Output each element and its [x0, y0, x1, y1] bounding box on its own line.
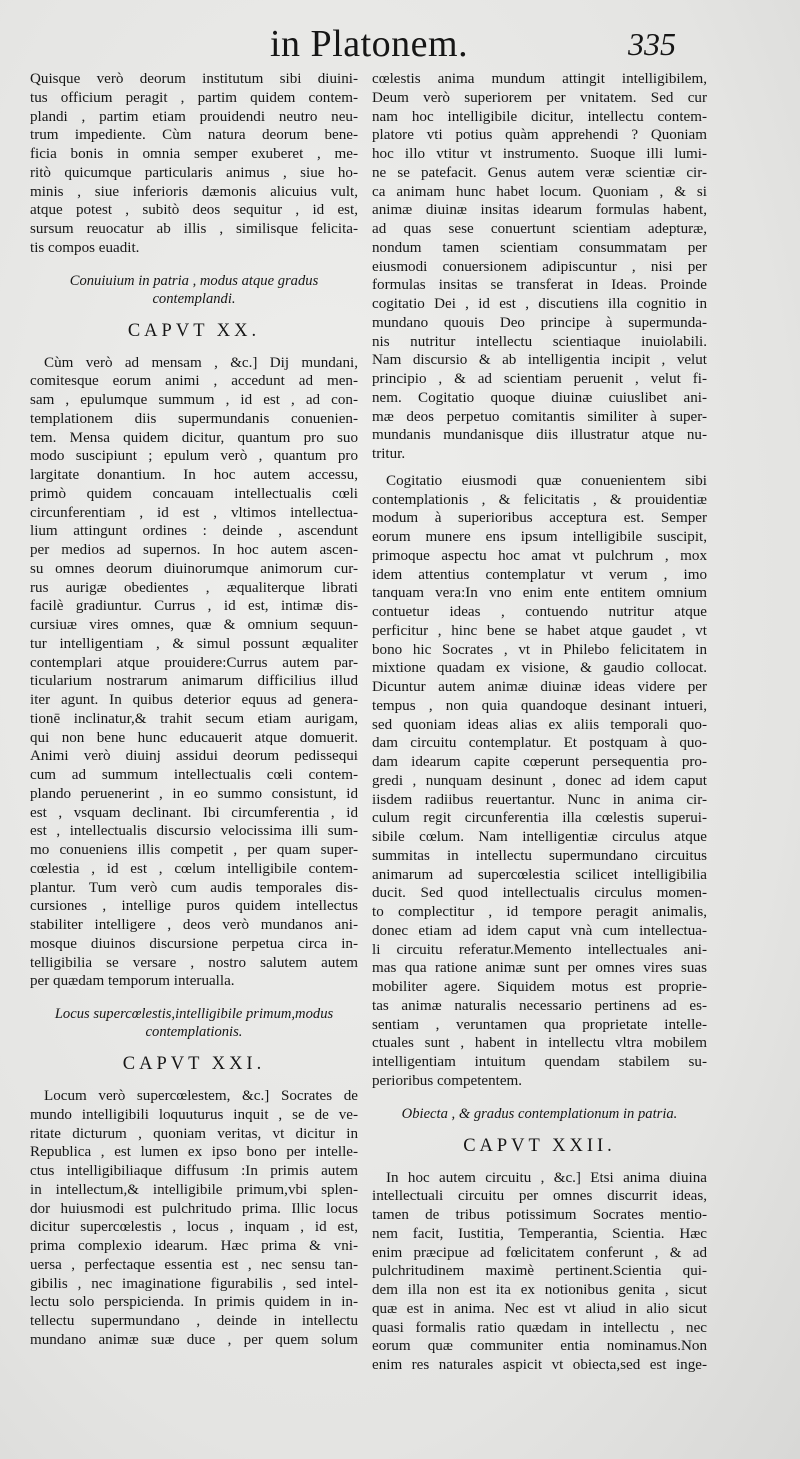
- text-line: contuetur ideas , contuendo nutritur atque: [372, 604, 707, 620]
- text-line: mixtione quadam ex visione, & gaudio collocat.: [372, 660, 707, 677]
- text-line: largitate donantium. In hoc autem accessu,: [30, 467, 358, 483]
- text-line: contemplationis , & felicitatis , & prouidentiæ: [372, 491, 707, 508]
- text-line: Nam discursio & ab intelligentia incipit , velut: [372, 352, 707, 369]
- chapter-heading: CAPVT XX.: [127, 320, 261, 341]
- section-heading: contemplandi.: [152, 290, 236, 307]
- section-heading: Obiecta , & gradus contemplationum in patria.: [401, 1105, 678, 1122]
- text-line: Animi verò diuinj assidui deorum pedissequi: [30, 748, 358, 765]
- text-line: hoc illo vtitur vt instrumento. Suoque illi lumi-: [372, 146, 707, 162]
- text-line: mobiliter agere. Siquidem motus est proprie-: [372, 979, 707, 995]
- spacer: [372, 1091, 707, 1105]
- text-line: circunferentiam , id est , vltimos intellectua-: [30, 504, 358, 521]
- text-line: to complectitur , id tempore peragit animalis,: [372, 904, 707, 920]
- text-line: tanquam vera:In vno enim ente entitem omnium: [372, 585, 707, 602]
- text-line: enim præcipue ad fœlicitatem conferunt , & ad: [372, 1244, 707, 1261]
- text-line: iisdem radiibus reuertantur. Nunc in anima cir-: [372, 791, 707, 808]
- text-line: iter agunt. In quibus deterior equus ad genera-: [30, 692, 358, 708]
- text-line: tur intelligentiam , & simul possunt æqualiter: [30, 635, 358, 652]
- text-line: tempus , non quia quandoque desinant intueri,: [372, 697, 707, 714]
- text-line: tus officium peragit , partim quidem contem-: [30, 89, 358, 106]
- text-line: eiusmodi conuersionem adipiscuntur , nisi per: [372, 258, 707, 275]
- text-line: primoque aspectu hoc amat vt pulchrum , mox: [372, 547, 707, 564]
- text-line: minis , siue inferioris dæmonis alicuius vult,: [30, 183, 358, 200]
- text-line: templationem diis supermundanis conuenien-: [30, 410, 358, 427]
- text-line: Deum verò superiorem per vnitatem. Sed cur: [372, 89, 707, 106]
- text-line: telligibilia se versare , nostro salutem autem: [30, 954, 358, 971]
- text-line: mundano animæ suæ duce , per quem solum: [30, 1331, 358, 1348]
- text-line: ritate dicturum , quoniam veritas, vt dicitur in: [30, 1125, 358, 1142]
- text-line: intellectuali circuitu per omnes discurrit ideas,: [372, 1188, 707, 1205]
- text-line: nem. Cogitatio quoque diuinæ cuiuslibet ani-: [372, 389, 707, 406]
- text-line: est , vsquam declinant. Ibi circumferentia , id: [30, 804, 358, 821]
- text-line: intelligentiam intuitum quendam stabilem su-: [372, 1054, 707, 1070]
- text-line: dam circuitu contemplatur. Et postquam à quo-: [372, 735, 707, 752]
- text-line: In hoc autem circuitu , &c.] Etsi anima diuina: [386, 1169, 707, 1186]
- left-column: [30, 70, 358, 1350]
- text-line: formulas insitas se transferat in Ideas. Proinde: [372, 277, 707, 294]
- text-line: stabiliter intelligere , deos verò mundanos ani-: [30, 917, 358, 933]
- text-line: gibilis , nec imaginatione figurabilis , sed intel-: [30, 1275, 358, 1292]
- text-line: perficitur , hinc bene se habet atque gaudet , vt: [372, 622, 707, 639]
- text-line: pulchritudinem maximè pertinent.Scientia qui-: [372, 1263, 707, 1280]
- text-line: Republica , est lumen ex ipso bono per intelle-: [30, 1144, 358, 1161]
- right-column: [372, 70, 707, 1375]
- text-line: Cùm verò ad mensam , &c.] Dij mundani,: [44, 354, 358, 371]
- text-line: cursiones , intellige puros quidem intellectus: [30, 898, 358, 915]
- text-line: nem facit, Iustitia, Temperantia, Scientia. Hæc: [372, 1225, 707, 1242]
- text-line: principio , & ad scientiam peruenit , velut fi-: [372, 371, 707, 387]
- text-line: plandi , partim etiam prouidendi neutro neu-: [30, 108, 358, 125]
- text-line: lectu solo perspicienda. In primis quidem in in-: [30, 1294, 358, 1311]
- text-line: sursum reuocatur ab illis , similisque felicita-: [30, 221, 358, 237]
- text-line: ficia bonis in omnia semper exuberet , me-: [30, 146, 358, 162]
- text-line: ticularium nostrarum animarum difficilius illud: [30, 673, 358, 690]
- text-line: eorum quæ communiter entia nominamus.Non: [372, 1338, 707, 1355]
- text-line: contemplari atque prouidere:Currus autem par-: [30, 654, 358, 671]
- text-line: dam idearum capite cœperunt persequentia pro-: [372, 754, 707, 770]
- text-line: quasi formalis ratio quædam in intellectu , nec: [372, 1319, 707, 1336]
- text-line: mundanis mundanisque diis illustratur atque nu-: [372, 427, 707, 444]
- text-line: plando peruenerint , in eo summo consistunt, id: [30, 785, 358, 802]
- text-line: animæ diuinæ insitas idearum formulas habent,: [372, 202, 707, 219]
- text-line: nis nutritur intellectu scientiaque inuiolabili.: [372, 333, 707, 350]
- text-line: per quædam temporum interualla.: [30, 973, 235, 990]
- chapter-heading: CAPVT XXII.: [463, 1135, 616, 1156]
- text-line: quæ est in anima. Nec est vt aliud in alio sicut: [372, 1300, 707, 1317]
- text-line: tritur.: [372, 446, 406, 462]
- page-number: 335: [628, 26, 676, 62]
- text-line: platore vti potius quàm apprehendi ? Quoniam: [372, 127, 707, 144]
- text-line: mo conueniens illis competit , per quam super-: [30, 842, 358, 858]
- text-line: trum impediente. Cùm natura deorum bene-: [30, 127, 358, 144]
- text-line: rus aurigæ obedientes , æqualiterque librati: [30, 579, 358, 596]
- text-line: Locum verò supercœlestem, &c.] Socrates de: [44, 1088, 358, 1104]
- spacer: [372, 464, 707, 472]
- text-line: tas animæ naturalis necessario pertinens ad es-: [372, 997, 707, 1014]
- text-line: tem. Mensa quidem dicitur, quantum pro suo: [30, 429, 358, 446]
- text-line: Dicuntur autem animæ diuinæ ideas videre per: [372, 679, 707, 695]
- text-line: eorum munere ens ipsum intelligibile suscipit,: [372, 529, 707, 545]
- text-line: modum à superioribus acceptura est. Semper: [372, 510, 707, 527]
- text-line: sibile cœlum. Nam intelligentiæ circulus atque: [372, 829, 707, 845]
- spacer: [30, 991, 358, 1005]
- text-line: dor huiusmodi est pulchritudo prima. Illic locus: [30, 1200, 358, 1217]
- text-line: li circuitu referatur.Memento intellectuales ani-: [372, 941, 707, 958]
- section-heading: Locus supercœlestis,intelligibile primum,modus: [54, 1006, 334, 1022]
- text-line: donec etiam ad idem caput vnà cum intellectua-: [372, 922, 707, 939]
- page-header: [0, 22, 800, 74]
- text-line: culum regit circunferentia illa cœlestis superui-: [372, 810, 707, 827]
- text-line: atque potest , subitò deos sequitur , id est,: [30, 202, 358, 219]
- text-line: ca animam hunc habet locum. Quoniam , & si: [372, 183, 707, 200]
- text-line: sentiam , veruntamen qua proprietate intelle-: [372, 1016, 707, 1033]
- text-line: sed quoniam ideas alias ex aliis temporali quo-: [372, 716, 707, 733]
- text-line: animarum ad supercœlestia scilicet intelligibilia: [372, 866, 707, 883]
- text-line: cursiuæ vires omnes, quæ & omnium sequun-: [30, 617, 358, 633]
- text-line: modo suscipiunt ; epulum verò , quantum pro: [30, 448, 358, 465]
- text-line: nam hoc intelligibile dicitur, intellectu contem-: [372, 108, 707, 125]
- chapter-heading: CAPVT XXI.: [122, 1054, 266, 1074]
- text-line: tellectu supermundano , deinde in intellectu: [30, 1313, 358, 1329]
- text-line: ne se patefacit. Genus autem veræ scientiæ cir-: [372, 164, 707, 181]
- section-heading: Conuiuium in patria , modus atque gradus: [69, 272, 319, 289]
- text-line: mundo intelligibili loquuturus inquit , se de ve-: [30, 1106, 358, 1123]
- text-line: primò quidem concauam intellectualis cœli: [30, 485, 358, 502]
- text-line: cœlestia , id est , cœlum intelligibile contem-: [30, 860, 358, 877]
- text-line: ad quas sese conuertunt scientiam adepturæ,: [372, 221, 707, 237]
- text-line: ritò quicumque particularis animus , siue ho-: [30, 164, 358, 181]
- section-heading: contemplationis.: [145, 1024, 243, 1040]
- text-line: bono hic Socrates , vt in Philebo felicitatem in: [372, 641, 707, 658]
- text-line: mas qua ratione animæ sunt per omnes vires suas: [372, 960, 707, 977]
- text-line: prima complexio idearum. Hæc prima & vni-: [30, 1238, 358, 1254]
- text-line: idem attentius contemplatur vt verum , imo: [372, 566, 707, 583]
- text-line: perioribus competentem.: [372, 1072, 523, 1089]
- text-line: su omnes deorum diuinorumque animorum cur-: [30, 560, 358, 577]
- text-line: sam , epulumque summum , id est , ad con-: [30, 392, 358, 408]
- text-line: tionē inclinatur,& trahit secum etiam aurigam,: [30, 710, 358, 727]
- text-line: ctuales sunt , habent in intellectu vltra mobilem: [372, 1035, 707, 1052]
- text-line: per medios ad supernos. In hoc autem ascen-: [30, 542, 358, 558]
- text-line: cœlestis anima mundum attingit intelligibilem,: [372, 71, 707, 87]
- text-line: uersa , perfectaque essentia est , nec sensu tan-: [30, 1256, 358, 1273]
- text-line: est , intellectualis discursio velocissima illi sum-: [30, 823, 358, 840]
- text-line: cum ad summum intellectualis cœli contem-: [30, 767, 358, 783]
- text-line: lium attingunt ordines : deinde , ascendunt: [30, 523, 358, 540]
- text-line: qui non bene hunc educauerit atque domuerit.: [30, 729, 358, 746]
- spacer: [30, 258, 358, 272]
- text-line: mæ deos perpetuo comitantis similiter à super-: [372, 408, 707, 425]
- text-line: summitas in intellectu supermundano circuitus: [372, 847, 707, 864]
- text-line: dicitur supercœlestis , locus , inquam , id est,: [30, 1219, 358, 1236]
- text-line: in intellectum,& intelligibile primum,vbi splen-: [30, 1181, 358, 1198]
- text-line: tamen de tribus potissimum Socrates mentio-: [372, 1207, 707, 1223]
- text-line: tis compos euadit.: [30, 239, 140, 256]
- running-title: in Platonem.: [270, 23, 469, 65]
- text-line: mosque diuinos discursione perpetua circa in-: [30, 935, 358, 952]
- text-line: dem illa non est ita ex notionibus genita , sicut: [372, 1282, 707, 1298]
- text-line: mundano quouis Deo principe à supermunda-: [372, 314, 707, 331]
- text-line: enim res naturales aspicit vt obiecta,sed est inge-: [372, 1357, 707, 1373]
- text-line: cogitatio Dei , id est , discutiens illa cognitio in: [372, 296, 707, 312]
- text-line: ducit. Sed quod intellectualis circulus momen-: [372, 885, 707, 902]
- text-line: gredi , nunquam desinunt , donec ad idem caput: [372, 772, 707, 789]
- text-line: Quisque verò deorum institutum sibi diuini-: [30, 71, 358, 87]
- text-line: comitesque eorum animi , accedunt ad men-: [30, 373, 358, 390]
- text-line: ctus intelligibiliaque diffusum :In primis autem: [30, 1163, 358, 1179]
- text-line: nondum tamen scientiam consummatam per: [372, 239, 707, 256]
- text-line: Cogitatio eiusmodi quæ conuenientem sibi: [386, 472, 707, 489]
- text-line: facilè gradiuntur. Currus , id est, intimæ dis-: [30, 598, 358, 615]
- text-line: plantur. Tum verò cum audis temporales dis-: [30, 879, 358, 896]
